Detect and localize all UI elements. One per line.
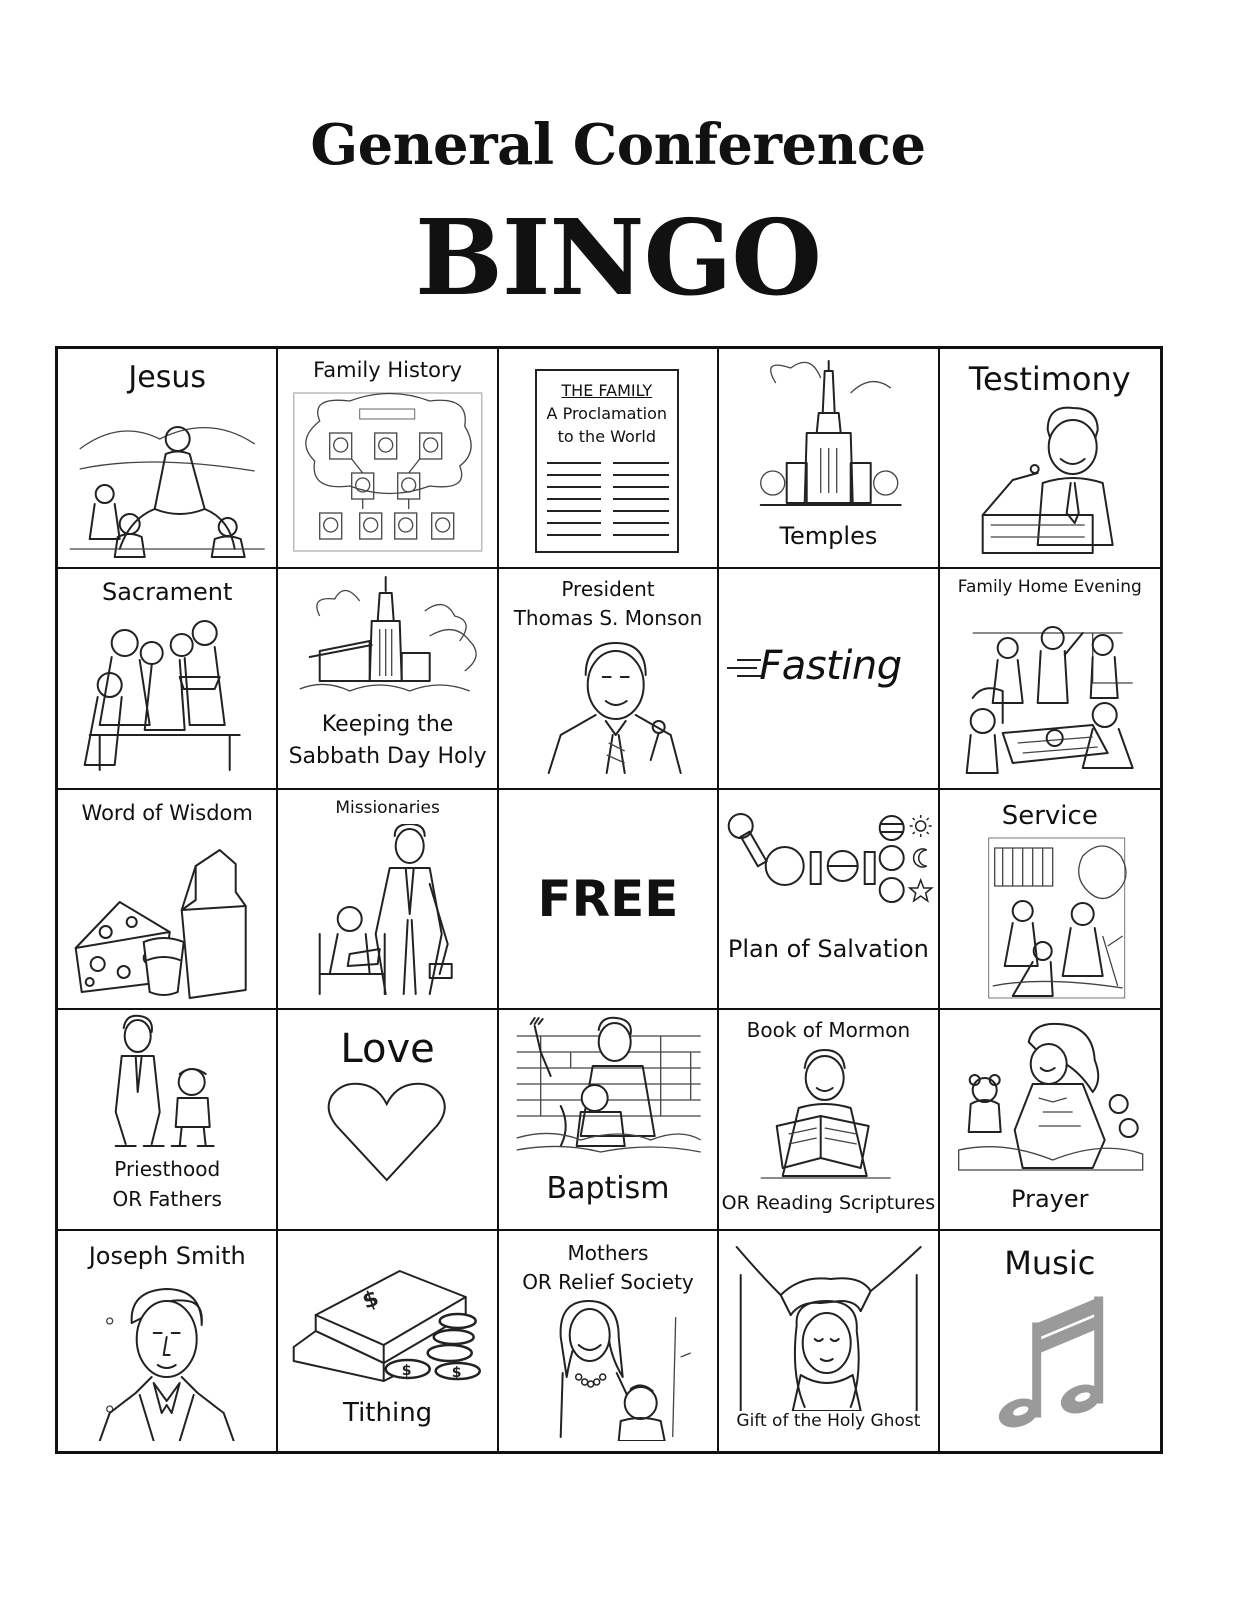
cell-free[interactable] <box>499 790 719 1010</box>
label-line-2: Thomas S. Monson <box>513 605 703 630</box>
music-notes-icon <box>940 1289 1160 1429</box>
text-lines-icon <box>547 459 669 543</box>
mother-and-child-illustration <box>499 1297 717 1441</box>
svg-text:$: $ <box>402 1362 412 1379</box>
cell-joseph-smith[interactable] <box>58 1231 278 1451</box>
joseph-smith-portrait-illustration <box>58 1283 276 1441</box>
cell-love[interactable] <box>278 1010 498 1230</box>
heart-icon <box>278 1080 496 1184</box>
monson-portrait-illustration <box>499 635 717 775</box>
cell-label: Love <box>340 1026 435 1073</box>
money-and-coins-illustration <box>278 1257 496 1407</box>
label-line-2: OR Fathers <box>112 1187 222 1212</box>
cell-prayer[interactable] <box>940 1010 1160 1230</box>
cell-label: Word of Wisdom <box>81 800 253 825</box>
label-line-1: Priesthood <box>114 1157 221 1182</box>
cell-music[interactable] <box>940 1231 1160 1451</box>
cheese-milk-illustration <box>58 840 276 1000</box>
cell-family-proclamation[interactable] <box>499 349 719 569</box>
cell-temples[interactable] <box>719 349 939 569</box>
free-space-label: FREE <box>537 869 679 928</box>
boy-reading-illustration <box>719 1046 937 1188</box>
label-line-1: Keeping the <box>321 712 454 738</box>
svg-text:$: $ <box>452 1364 462 1381</box>
proclamation-title: THE FAMILY <box>561 381 653 400</box>
star-icon <box>910 880 932 901</box>
service-illustration <box>940 836 1160 1000</box>
cell-tithing[interactable] <box>278 1231 498 1451</box>
cell-label: Music <box>1004 1243 1096 1282</box>
family-tree-illustration <box>278 391 496 553</box>
cell-missionaries[interactable] <box>278 790 498 1010</box>
label-line-1: Mothers <box>567 1240 649 1265</box>
church-building-illustration <box>278 571 496 707</box>
proclamation-subtitle-2: to the World <box>557 427 656 446</box>
cell-label: Tithing <box>343 1397 433 1428</box>
cell-label: Testimony <box>968 360 1131 398</box>
cell-label: Service <box>1001 800 1098 831</box>
cell-priesthood[interactable] <box>58 1010 278 1230</box>
label-line-1: Book of Mormon <box>746 1018 911 1043</box>
cell-holy-ghost[interactable] <box>719 1231 939 1451</box>
plan-of-salvation-diagram <box>719 808 937 932</box>
cell-label: Family Home Evening <box>957 577 1142 598</box>
cell-label: Joseph Smith <box>88 1241 246 1270</box>
cell-label: Jesus <box>128 360 206 395</box>
label-line-2: Sabbath Day Holy <box>288 743 487 769</box>
label-line-1: President <box>561 577 655 602</box>
cell-label: Gift of the Holy Ghost <box>736 1410 921 1431</box>
svg-text:$: $ <box>359 1285 383 1315</box>
cell-label: Plan of Salvation <box>727 934 929 963</box>
cell-label: Temples <box>779 522 878 550</box>
baptism-illustration <box>499 1016 717 1164</box>
label-line-2: OR Relief Society <box>522 1269 694 1294</box>
cell-word-of-wisdom[interactable] <box>58 790 278 1010</box>
father-and-son-illustration <box>58 1012 276 1154</box>
title-general-conference: General Conference <box>310 112 926 178</box>
speed-lines-icon <box>723 656 763 680</box>
cell-label: Family History <box>313 358 463 382</box>
jesus-teaching-illustration <box>58 409 276 559</box>
cell-sabbath[interactable] <box>278 569 498 789</box>
boy-at-pulpit-illustration <box>940 405 1160 555</box>
cell-label: Sacrament <box>101 578 233 607</box>
cell-label: Baptism <box>546 1171 670 1207</box>
cell-sacrament[interactable] <box>58 569 278 789</box>
cell-jesus[interactable] <box>58 349 278 569</box>
cell-family-history[interactable] <box>278 349 498 569</box>
cell-mothers[interactable] <box>499 1231 719 1451</box>
bingo-board <box>55 346 1163 1454</box>
sacrament-illustration <box>58 615 276 775</box>
cell-book-of-mormon[interactable] <box>719 1010 939 1230</box>
confirmation-illustration <box>719 1235 937 1411</box>
cell-family-home-evening[interactable] <box>940 569 1160 789</box>
cell-president-monson[interactable] <box>499 569 719 789</box>
proclamation-document <box>535 369 679 553</box>
moon-icon <box>914 849 927 867</box>
temple-illustration <box>719 353 937 511</box>
fasting-label: Fasting <box>759 643 902 690</box>
cell-label: Missionaries <box>335 797 440 818</box>
missionaries-illustration <box>278 824 496 1000</box>
family-home-evening-illustration <box>940 603 1160 779</box>
label-line-2: OR Reading Scriptures <box>721 1192 936 1215</box>
cell-plan-of-salvation[interactable] <box>719 790 939 1010</box>
cell-label: Prayer <box>1011 1185 1089 1214</box>
cell-fasting[interactable] <box>719 569 939 789</box>
cell-baptism[interactable] <box>499 1010 719 1230</box>
cell-testimony[interactable] <box>940 349 1160 569</box>
sun-icon <box>910 815 932 837</box>
cell-service[interactable] <box>940 790 1160 1010</box>
proclamation-subtitle-1: A Proclamation <box>546 404 668 423</box>
girl-praying-illustration <box>940 1020 1160 1178</box>
title-bingo: BINGO <box>414 196 822 319</box>
